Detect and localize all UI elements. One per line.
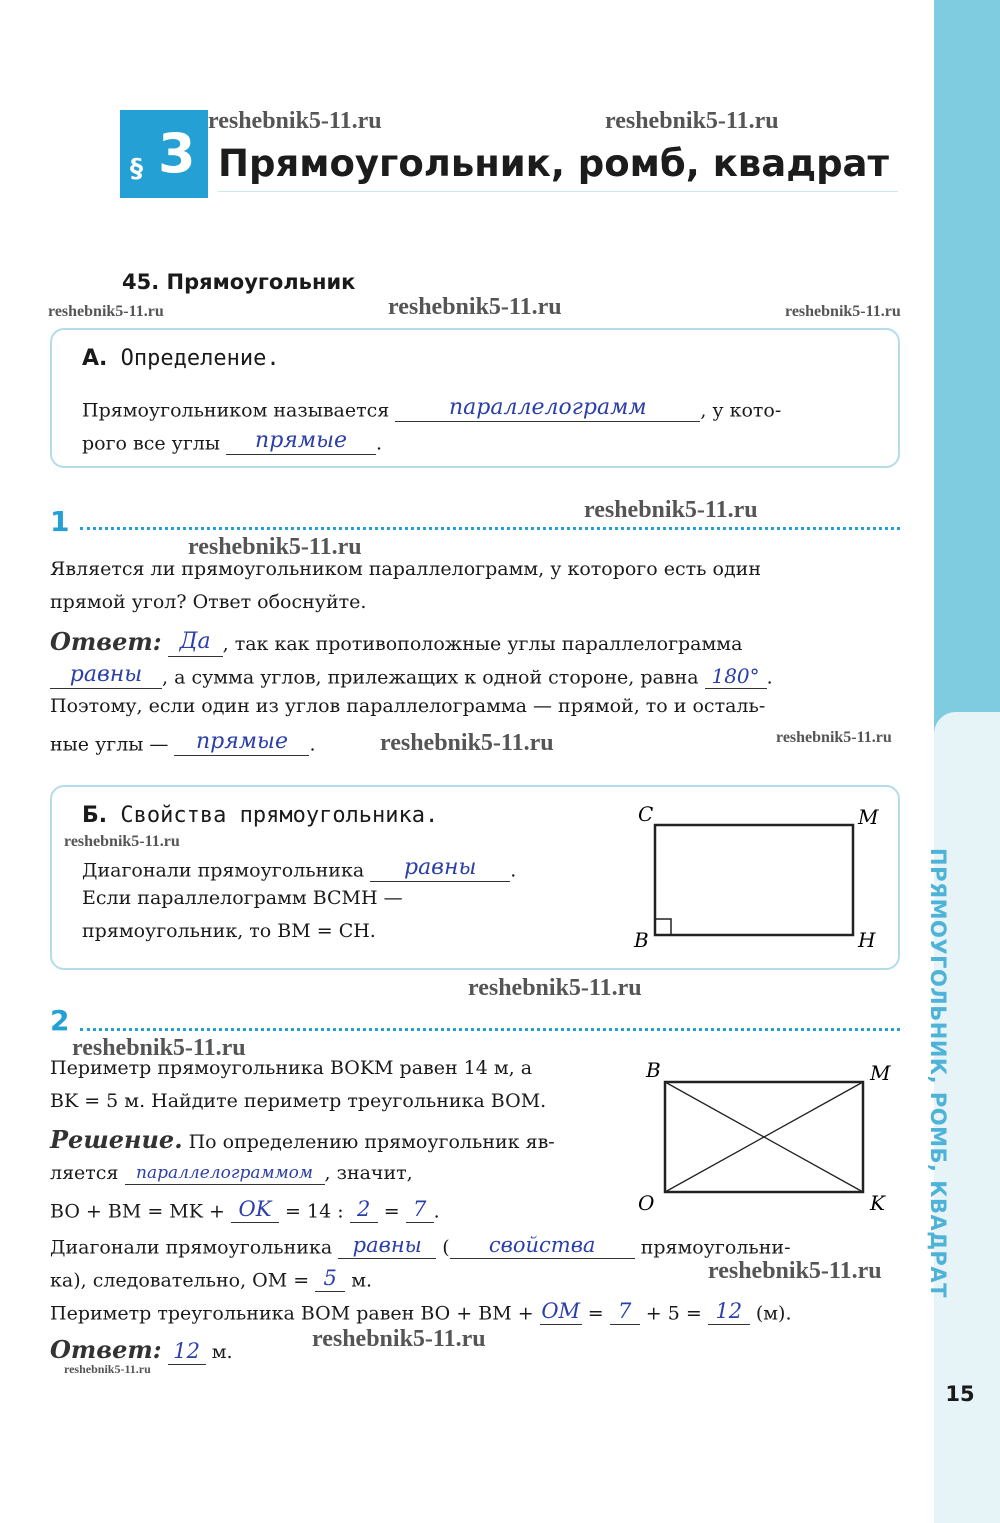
watermark: reshebnik5-11.ru xyxy=(708,1258,882,1284)
answer-field[interactable]: свойства xyxy=(450,1233,635,1259)
task-solution-line-1: Решение. По определению прямоугольник яв- xyxy=(50,1125,555,1154)
answer-field[interactable]: 2 xyxy=(350,1197,378,1223)
answer-field[interactable]: равны xyxy=(338,1233,436,1259)
answer-field[interactable]: 7 xyxy=(406,1197,434,1223)
watermark: reshebnik5-11.ru xyxy=(208,108,382,134)
answer-field[interactable]: параллелограммом xyxy=(125,1163,325,1184)
answer-field[interactable]: прямые xyxy=(226,428,376,455)
definition-line-2: рого все углы прямые . xyxy=(82,428,383,455)
watermark: reshebnik5-11.ru xyxy=(64,833,180,850)
vertex-label: O xyxy=(638,1191,655,1215)
answer-field[interactable]: прямые xyxy=(174,729,309,756)
task-question: Является ли прямоугольником параллелограмм, у которого есть один xyxy=(50,558,761,580)
rectangle-figure-bcmh xyxy=(620,795,890,960)
watermark: reshebnik5-11.ru xyxy=(388,294,562,320)
watermark: reshebnik5-11.ru xyxy=(48,303,164,320)
watermark: reshebnik5-11.ru xyxy=(785,303,901,320)
watermark: reshebnik5-11.ru xyxy=(776,729,892,746)
properties-line-3: прямоугольник, то BM = CH. xyxy=(82,920,376,942)
task-question: BK = 5 м. Найдите периметр треугольника BOM. xyxy=(50,1090,547,1112)
vertex-label: M xyxy=(870,1061,891,1085)
answer-field[interactable]: 5 xyxy=(315,1266,345,1292)
task-number: 2 xyxy=(50,1004,70,1037)
answer-field[interactable]: 180° xyxy=(705,664,767,689)
section-badge xyxy=(120,110,208,198)
rectangle-figure-bokm xyxy=(630,1055,910,1220)
answer-field[interactable]: 12 xyxy=(168,1339,206,1365)
watermark: reshebnik5-11.ru xyxy=(468,975,642,1001)
answer-field[interactable]: 12 xyxy=(708,1299,750,1325)
task-answer-line-1: Ответ: Да , так как противоположные углы параллелограмма xyxy=(50,627,743,656)
section-number: 3 xyxy=(158,122,196,185)
task-answer-line-3: Поэтому, если один из углов параллелограмма — прямой, то и осталь- xyxy=(50,695,766,717)
answer-field[interactable]: равны xyxy=(370,855,510,882)
answer-field[interactable]: OK xyxy=(231,1197,279,1223)
task-solution-line-4: Диагонали прямоугольника равны ( свойства прямоугольни- xyxy=(50,1233,791,1259)
title-divider xyxy=(218,191,898,192)
task-answer-line-2: равны , а сумма углов, прилежащих к одной стороне, равна 180° . xyxy=(50,662,773,689)
vertex-label: H xyxy=(858,928,876,952)
side-title: ПРЯМОУГОЛЬНИК, РОМБ, КВАДРАТ xyxy=(926,848,950,1298)
vertex-label: B xyxy=(646,1058,661,1082)
vertex-label: B xyxy=(634,928,649,952)
task-answer-line-4: ные углы — прямые . xyxy=(50,729,316,756)
watermark: reshebnik5-11.ru xyxy=(584,497,758,523)
task-solution-line-6: Периметр треугольника BOM равен BO + BM + OM = 7 + 5 = 12 (м). xyxy=(50,1299,792,1325)
answer-field[interactable]: OM xyxy=(540,1299,582,1325)
task-question: прямой угол? Ответ обоснуйте. xyxy=(50,591,367,613)
properties-line-1: Диагонали прямоугольника равны . xyxy=(82,855,517,882)
watermark: reshebnik5-11.ru xyxy=(312,1326,486,1352)
task-question: Периметр прямоугольника BOKM равен 14 м, а xyxy=(50,1057,533,1079)
task-divider xyxy=(80,1028,900,1031)
answer-field[interactable]: Да xyxy=(168,629,223,656)
vertex-label: K xyxy=(870,1191,885,1215)
task-solution-line-2: ляется параллелограммом , значит, xyxy=(50,1162,413,1184)
page-number: 15 xyxy=(945,1382,975,1406)
definition-heading: А. Определение. xyxy=(82,346,280,371)
watermark: reshebnik5-11.ru xyxy=(72,1035,246,1061)
vertex-label: M xyxy=(858,805,879,829)
watermark: reshebnik5-11.ru xyxy=(605,108,779,134)
watermark: reshebnik5-11.ru xyxy=(64,1362,151,1376)
subsection-title: 45. Прямоугольник xyxy=(122,270,356,294)
definition-line-1: Прямоугольником называется параллелограмм , у кото- xyxy=(82,395,782,422)
answer-field[interactable]: параллелограмм xyxy=(395,395,700,422)
task-divider xyxy=(80,527,900,530)
task-solution-line-3: BO + BM = MK + OK = 14 : 2 = 7 . xyxy=(50,1197,440,1223)
answer-field[interactable]: 7 xyxy=(610,1299,640,1325)
properties-line-2: Если параллелограмм BCMH — xyxy=(82,887,403,909)
right-angle-mark xyxy=(655,919,671,935)
task-solution-line-5: ка), следовательно, OM = 5 м. xyxy=(50,1266,373,1292)
page-title: Прямоугольник, ромб, квадрат xyxy=(218,142,889,185)
section-sign: § xyxy=(130,154,143,184)
rectangle-outline xyxy=(655,825,853,935)
task-answer-line: Ответ: 12 м. xyxy=(50,1335,233,1364)
answer-field[interactable]: равны xyxy=(50,662,162,689)
properties-heading: Б. Свойства прямоугольника. xyxy=(82,803,439,828)
watermark: reshebnik5-11.ru xyxy=(188,534,362,560)
watermark: reshebnik5-11.ru xyxy=(380,730,554,756)
task-number: 1 xyxy=(50,505,70,538)
vertex-label: C xyxy=(638,802,654,826)
